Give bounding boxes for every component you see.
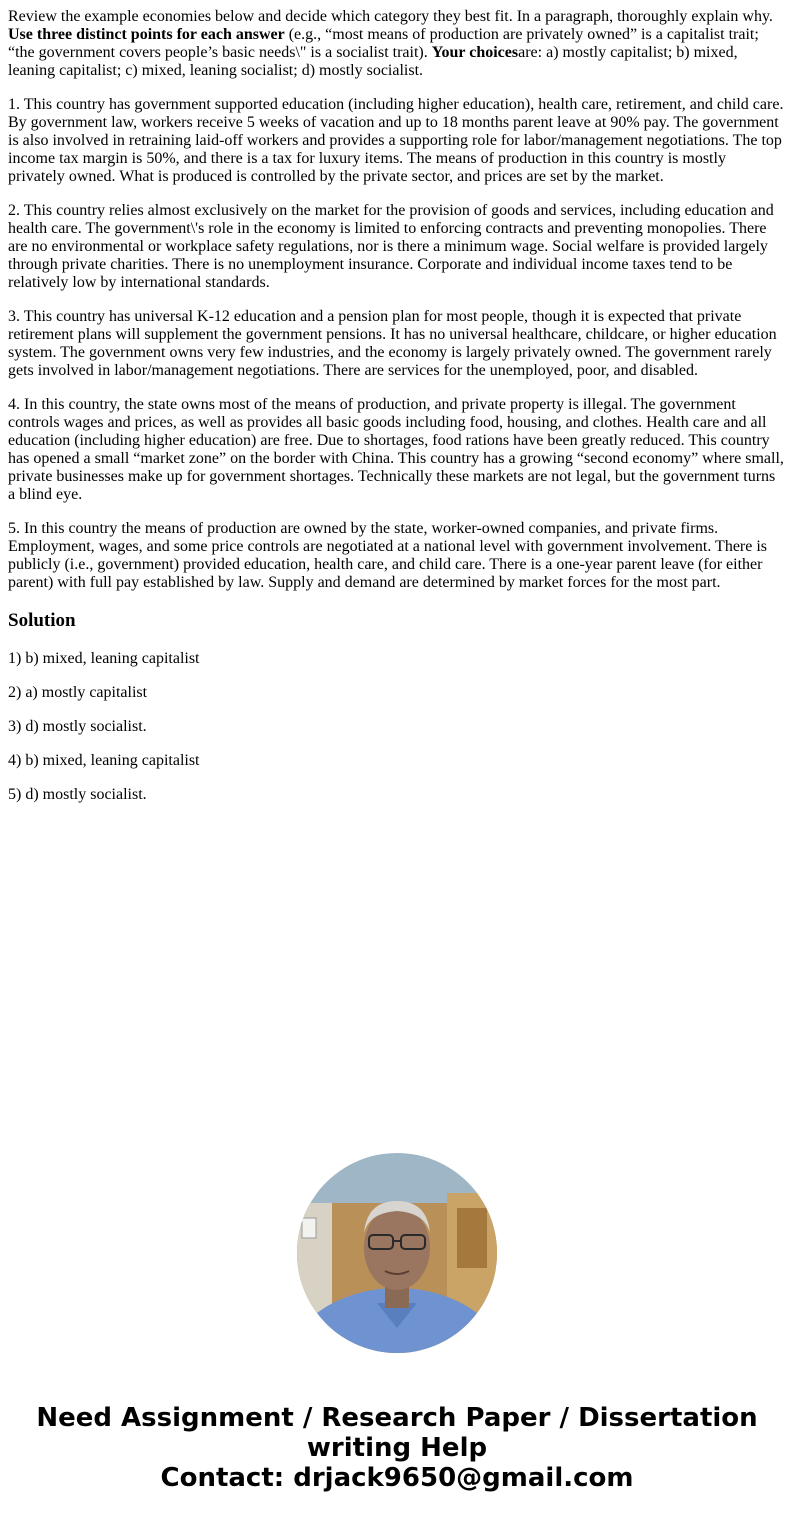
intro-paragraph — [8, 8, 786, 80]
solution-heading: Solution — [8, 610, 76, 631]
author-avatar — [297, 1153, 497, 1353]
question-4: 4. In this country, the state owns most of the means of production, and private property is illegal. The government controls wages and prices, as well as provides all basic goods including food, housing, and clothes. Health care and all education (including higher education) are free. Due to shortages, food rations have been greatly reduced. This country has opened a small “market zone” on the border with China. This country has a growing “second economy” where small, private businesses make up for government shortages. Technically these markets are not legal, but the government turns a blind eye. — [8, 396, 784, 503]
intro-bold-instruction: Use three distinct points for each answer — [8, 26, 285, 43]
question-1: 1. This country has government supported education (including higher education), health care, retirement, and child care. By government law, workers receive 5 weeks of vacation and up to 18 months parent leave at 90% pay. The government is also involved in retraining laid-off workers and provides a supporting role for labor/management negotiations. The top income tax margin is 50%, and there is a tax for luxury items. The means of production in this country is mostly privately owned. What is produced is controlled by the private sector, and prices are set by the market. — [8, 96, 784, 185]
footer-contact-email[interactable]: Contact: drjack9650@gmail.com — [160, 1463, 634, 1493]
intro-text-2: (e.g., “most means of production are privately owned” is a capitalist trait; “the government covers people’s basic needs\" is a socialist trait). — [8, 26, 759, 61]
contact-footer — [0, 1403, 794, 1493]
question-2: 2. This country relies almost exclusively on the market for the provision of goods and services, including education and health care. The government\'s role in the economy is limited to enforcing contracts and preventing monopolies. There are no environmental or workplace safety regulations, nor is there a minimum wage. Social welfare is provided largely through private charities. There is no unemployment insurance. Corporate and individual income taxes tend to be relatively low by international standards. — [8, 202, 774, 291]
answer-4: 4) b) mixed, leaning capitalist — [8, 752, 200, 769]
footer-line-2: writing Help — [306, 1433, 488, 1463]
intro-text-3: are: a) mostly capitalist; b) mixed, leaning capitalist; c) mixed, leaning socialist; d) mostly socialist. — [8, 44, 738, 79]
intro-bold-choices: Your choices — [431, 44, 519, 61]
answer-3: 3) d) mostly socialist. — [8, 718, 147, 735]
author-photo-image — [297, 1153, 497, 1353]
footer-line-1: Need Assignment / Research Paper / Dissertation — [36, 1403, 758, 1433]
question-3: 3. This country has universal K-12 education and a pension plan for most people, though it is expected that private retirement plans will supplement the government pensions. It has no universal healthcare, childcare, or higher education system. The government owns very few industries, and the economy is largely privately owned. The government rarely gets involved in labor/management negotiations. There are services for the unemployed, poor, and disabled. — [8, 308, 777, 379]
question-5: 5. In this country the means of production are owned by the state, worker-owned companies, and private firms. Employment, wages, and some price controls are negotiated at a national level with government involvement. There is publicly (i.e., government) provided education, health care, and child care. There is a one-year parent leave (for either parent) with full pay established by law. Supply and demand are determined by market forces for the most part. — [8, 520, 768, 591]
answer-2: 2) a) mostly capitalist — [8, 684, 148, 701]
answer-5: 5) d) mostly socialist. — [8, 786, 147, 803]
intro-text-1: Review the example economies below and decide which category they best fit. In a paragraph, thoroughly explain why. — [8, 8, 773, 25]
answer-1: 1) b) mixed, leaning capitalist — [8, 650, 200, 667]
